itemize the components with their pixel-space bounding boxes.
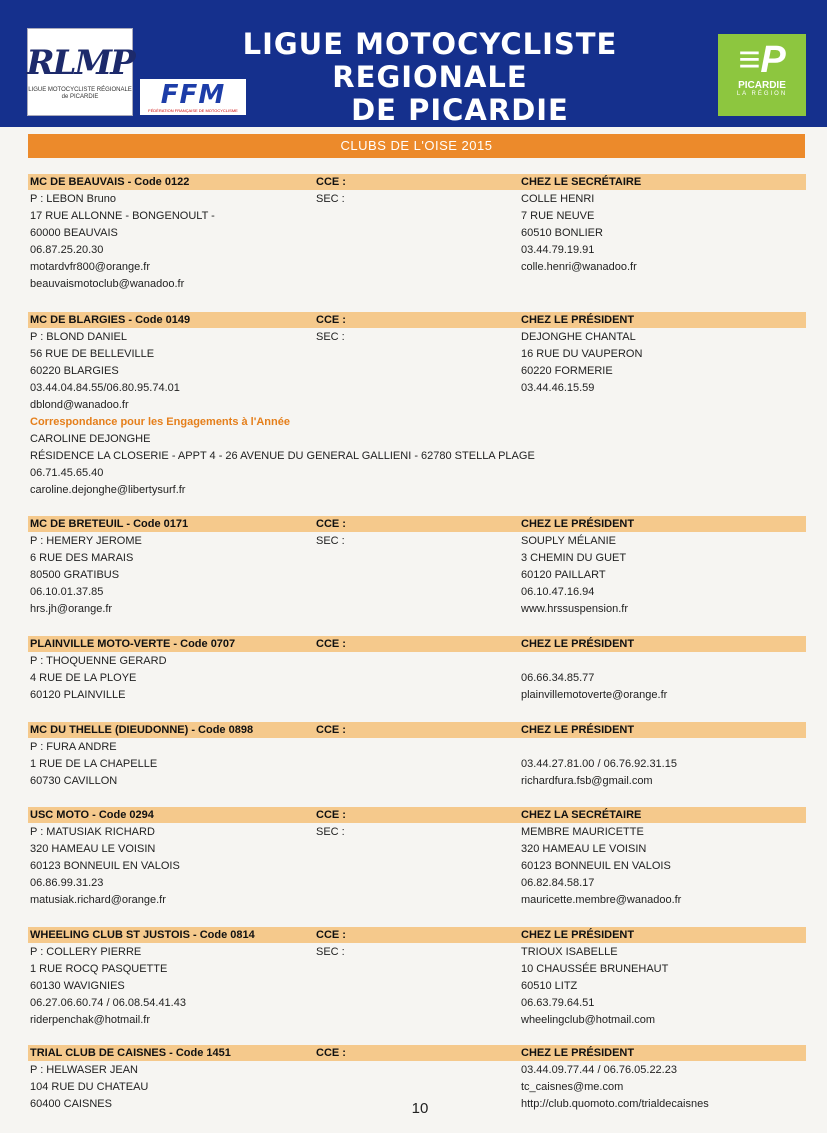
contact-link[interactable]: motardvfr800@orange.fr xyxy=(30,261,151,273)
contact-title: CHEZ LE SECRÉTAIRE xyxy=(521,176,642,188)
club-header xyxy=(28,1045,806,1061)
info-line: P : BLOND DANIEL xyxy=(30,331,127,343)
info-line: 60120 PLAINVILLE xyxy=(30,689,126,701)
info-line: 7 RUE NEUVE xyxy=(521,210,595,222)
info-line: 4 RUE DE LA PLOYE xyxy=(30,672,137,684)
info-line: P : MATUSIAK RICHARD xyxy=(30,826,155,838)
info-line: P : HELWASER JEAN xyxy=(30,1064,138,1076)
cce-label: CCE : xyxy=(316,638,346,650)
info-line: 60120 PAILLART xyxy=(521,569,606,581)
club-name: WHEELING CLUB ST JUSTOIS - Code 0814 xyxy=(30,929,255,941)
info-line: 60730 CAVILLON xyxy=(30,775,118,787)
info-line: SEC : xyxy=(316,826,345,838)
contact-title: CHEZ LE PRÉSIDENT xyxy=(521,314,635,326)
contact-title: CHEZ LE PRÉSIDENT xyxy=(521,638,635,650)
cce-label: CCE : xyxy=(316,809,346,821)
contact-info-column xyxy=(521,944,668,1029)
info-line: 320 HAMEAU LE VOISIN xyxy=(30,843,156,855)
sec-info-column xyxy=(316,329,345,346)
club-block xyxy=(28,722,806,787)
club-name: MC DE BEAUVAIS - Code 0122 xyxy=(30,176,190,188)
picardie-logo-name: PICARDIE xyxy=(738,80,786,91)
info-line: 03.44.27.81.00 / 06.76.92.31.15 xyxy=(521,758,677,770)
president-info-column xyxy=(30,824,180,909)
club-header xyxy=(28,807,806,823)
contact-title: CHEZ LE PRÉSIDENT xyxy=(521,518,635,530)
picardie-logo-sub: LA RÉGION xyxy=(736,91,788,97)
club-name: TRIAL CLUB DE CAISNES - Code 1451 xyxy=(30,1047,231,1059)
info-line: 3 CHEMIN DU GUET xyxy=(521,552,627,564)
info-line: 60123 BONNEUIL EN VALOIS xyxy=(30,860,180,872)
club-header xyxy=(28,174,806,190)
info-line: 60000 BEAUVAIS xyxy=(30,227,118,239)
info-line: SEC : xyxy=(316,535,345,547)
info-line: 06.10.01.37.85 xyxy=(30,586,104,598)
ffm-logo-mark: FFM xyxy=(160,79,226,110)
contact-link[interactable]: http://club.quomoto.com/trialdecaisnes xyxy=(521,1098,709,1110)
contact-title: CHEZ LE PRÉSIDENT xyxy=(521,929,635,941)
club-name: MC DU THELLE (DIEUDONNE) - Code 0898 xyxy=(30,724,254,736)
president-info-column xyxy=(30,533,142,618)
contact-link[interactable]: richardfura.fsb@gmail.com xyxy=(521,775,653,787)
cce-label: CCE : xyxy=(316,1047,346,1059)
section-banner: CLUBS DE L'OISE 2015 xyxy=(28,134,805,158)
info-line: 06.10.47.16.94 xyxy=(521,586,595,598)
info-line: 03.44.04.84.55/06.80.95.74.01 xyxy=(30,382,180,394)
info-line: 10 CHAUSSÉE BRUNEHAUT xyxy=(521,963,669,975)
sec-info-column xyxy=(316,533,345,550)
club-name: USC MOTO - Code 0294 xyxy=(30,809,154,821)
club-block xyxy=(28,636,806,701)
president-info-column xyxy=(30,739,157,790)
info-line: DEJONGHE CHANTAL xyxy=(521,331,636,343)
info-line: 60510 LITZ xyxy=(521,980,578,992)
club-name: MC DE BRETEUIL - Code 0171 xyxy=(30,518,189,530)
info-line: 320 HAMEAU LE VOISIN xyxy=(521,843,647,855)
club-name: PLAINVILLE MOTO-VERTE - Code 0707 xyxy=(30,638,236,650)
contact-link[interactable]: dblond@wanadoo.fr xyxy=(30,399,129,411)
contact-link[interactable]: matusiak.richard@orange.fr xyxy=(30,894,166,906)
info-line: 06.63.79.64.51 xyxy=(521,997,595,1009)
info-line: P : HEMERY JEROME xyxy=(30,535,142,547)
ligue-logo xyxy=(27,28,133,116)
ligue-logo-mark: RLMP xyxy=(26,43,134,83)
club-block xyxy=(28,927,806,1026)
cce-label: CCE : xyxy=(316,929,346,941)
picardie-logo-mark: ≡P xyxy=(738,39,786,81)
info-line: SEC : xyxy=(316,331,345,343)
contact-link[interactable]: wheelingclub@hotmail.com xyxy=(521,1014,656,1026)
info-line: 03.44.79.19.91 xyxy=(521,244,595,256)
club-header xyxy=(28,722,806,738)
contact-link[interactable]: tc_caisnes@me.com xyxy=(521,1081,624,1093)
title-line-2: DE PICARDIE xyxy=(351,93,569,127)
sec-info-column xyxy=(316,191,345,208)
club-block xyxy=(28,312,806,496)
title-line-1: LIGUE MOTOCYCLISTE REGIONALE xyxy=(242,27,618,94)
info-line: P : LEBON Bruno xyxy=(30,193,117,205)
info-line: 1 RUE ROCQ PASQUETTE xyxy=(30,963,168,975)
info-line: 03.44.46.15.59 xyxy=(521,382,595,394)
club-block xyxy=(28,807,806,906)
correspondence-line: 06.71.45.65.40 xyxy=(30,467,104,479)
contact-title: CHEZ LA SECRÉTAIRE xyxy=(521,809,642,821)
info-line xyxy=(521,739,677,756)
info-line: COLLE HENRI xyxy=(521,193,595,205)
club-block xyxy=(28,174,806,290)
info-line: 16 RUE DU VAUPERON xyxy=(521,348,643,360)
contact-info-column xyxy=(521,329,642,397)
contact-info-column xyxy=(521,191,637,276)
info-line: 60130 WAVIGNIES xyxy=(30,980,125,992)
contact-link[interactable]: caroline.dejonghe@libertysurf.fr xyxy=(30,484,186,496)
info-line: MEMBRE MAURICETTE xyxy=(521,826,644,838)
cce-label: CCE : xyxy=(316,176,346,188)
sec-info-column xyxy=(316,824,345,841)
page-title xyxy=(140,28,720,127)
info-line: SEC : xyxy=(316,193,345,205)
info-line xyxy=(521,653,667,670)
club-header xyxy=(28,927,806,943)
contact-info-column xyxy=(521,824,681,909)
info-line: 80500 GRATIBUS xyxy=(30,569,120,581)
info-line: 17 RUE ALLONNE - BONGENOULT - xyxy=(30,210,215,222)
picardie-logo xyxy=(718,34,806,116)
correspondence-title: Correspondance pour les Engagements à l'Année xyxy=(30,416,290,428)
info-line: 06.66.34.85.77 xyxy=(521,672,595,684)
info-line: P : THOQUENNE GERARD xyxy=(30,655,167,667)
sec-info-column xyxy=(316,944,345,961)
info-line: 60123 BONNEUIL EN VALOIS xyxy=(521,860,671,872)
info-line: 60220 FORMERIE xyxy=(521,365,613,377)
contact-info-column xyxy=(521,653,667,704)
contact-link[interactable]: colle.henri@wanadoo.fr xyxy=(521,261,637,273)
ligue-logo-text: LIGUE MOTOCYCLISTE RÉGIONALE de PICARDIE xyxy=(28,87,132,100)
contact-title: CHEZ LE PRÉSIDENT xyxy=(521,724,635,736)
ffm-logo-text: FÉDÉRATION FRANÇAISE DE MOTOCYCLISME xyxy=(148,107,238,113)
info-line: SOUPLY MÉLANIE xyxy=(521,535,616,547)
info-line: 104 RUE DU CHATEAU xyxy=(30,1081,149,1093)
contact-info-column xyxy=(521,533,628,618)
cce-label: CCE : xyxy=(316,314,346,326)
page-number: 10 xyxy=(411,1100,429,1117)
info-line: 06.86.99.31.23 xyxy=(30,877,104,889)
info-line: 06.27.06.60.74 / 06.08.54.41.43 xyxy=(30,997,186,1009)
club-block xyxy=(28,516,806,615)
page-header xyxy=(0,0,827,127)
info-line: 06.87.25.20.30 xyxy=(30,244,104,256)
contact-link[interactable]: hrs.jh@orange.fr xyxy=(30,603,113,615)
info-line: P : FURA ANDRE xyxy=(30,741,117,753)
info-line: TRIOUX ISABELLE xyxy=(521,946,618,958)
cce-label: CCE : xyxy=(316,518,346,530)
cce-label: CCE : xyxy=(316,724,346,736)
info-line: 60510 BONLIER xyxy=(521,227,603,239)
info-line: 1 RUE DE LA CHAPELLE xyxy=(30,758,158,770)
contact-link[interactable]: plainvillemotoverte@orange.fr xyxy=(521,689,668,701)
info-line: SEC : xyxy=(316,946,345,958)
club-header xyxy=(28,312,806,328)
president-info-column xyxy=(30,1062,148,1113)
info-line: 60400 CAISNES xyxy=(30,1098,112,1110)
president-info-column xyxy=(30,944,186,1029)
contact-info-column xyxy=(521,1062,709,1113)
info-line: 60220 BLARGIES xyxy=(30,365,119,377)
info-line: 6 RUE DES MARAIS xyxy=(30,552,134,564)
club-header xyxy=(28,516,806,532)
correspondence-line: RÉSIDENCE LA CLOSERIE - APPT 4 - 26 AVENUE DU GENERAL GALLIENI - 62780 STELLA PLAGE xyxy=(30,450,535,462)
president-info-column xyxy=(30,653,167,704)
president-info-column xyxy=(30,191,215,293)
contact-link[interactable]: riderpenchak@hotmail.fr xyxy=(30,1014,150,1026)
correspondence-line: CAROLINE DEJONGHE xyxy=(30,433,151,445)
contact-link[interactable]: mauricette.membre@wanadoo.fr xyxy=(521,894,682,906)
info-line: 03.44.09.77.44 / 06.76.05.22.23 xyxy=(521,1064,677,1076)
info-line: 06.82.84.58.17 xyxy=(521,877,595,889)
club-header xyxy=(28,636,806,652)
contact-link[interactable]: beauvaismotoclub@wanadoo.fr xyxy=(30,278,185,290)
contact-link[interactable]: www.hrssuspension.fr xyxy=(521,603,628,615)
info-line: P : COLLERY PIERRE xyxy=(30,946,142,958)
president-info-column xyxy=(30,329,535,499)
info-line: 56 RUE DE BELLEVILLE xyxy=(30,348,155,360)
contact-info-column xyxy=(521,739,677,790)
club-name: MC DE BLARGIES - Code 0149 xyxy=(30,314,191,326)
club-block xyxy=(28,1045,806,1110)
contact-title: CHEZ LE PRÉSIDENT xyxy=(521,1047,635,1059)
